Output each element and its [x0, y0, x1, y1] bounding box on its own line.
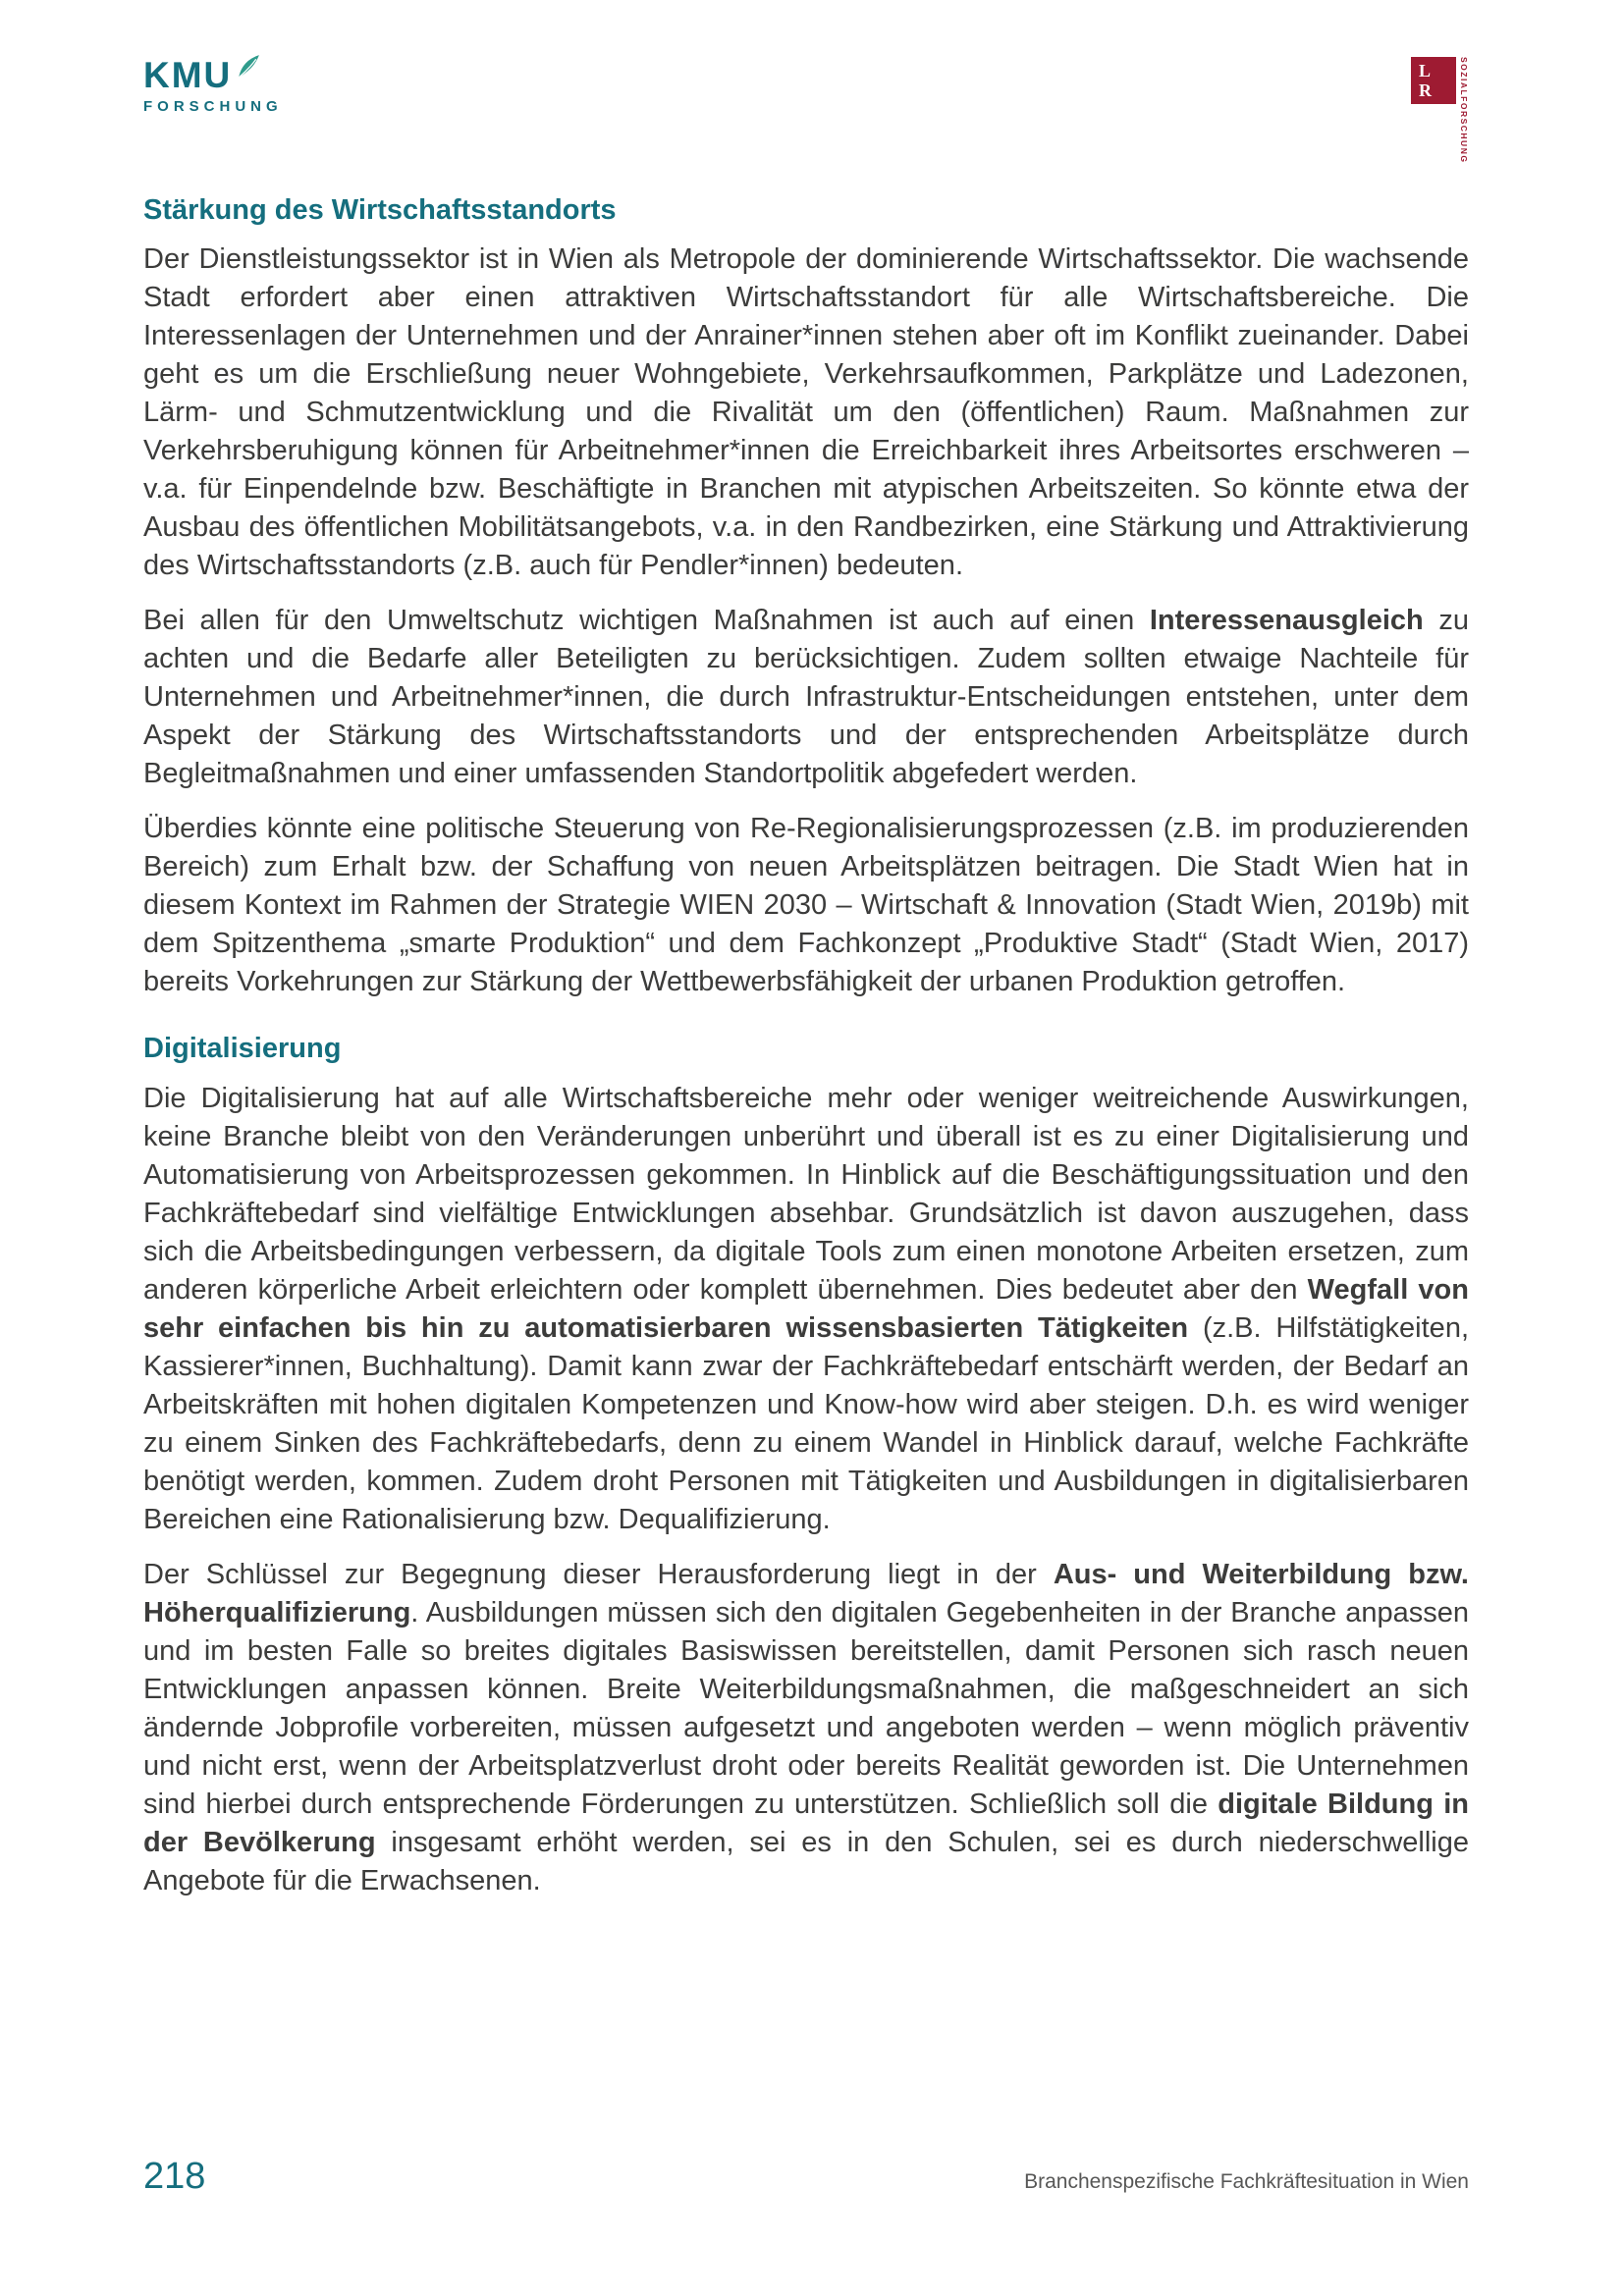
bold-text-run: digitale Bildung in der Bevölkerung: [143, 1788, 1469, 1858]
text-run: . Ausbildungen müssen sich den digitalen Gegebenheiten in der Branche anpassen und im besten Falle so breites digitales Basiswissen bereitstellen, damit Personen sich rasch neuen Entwicklungen anpassen können. Breite Weiterbildungsmaßnahmen, die maßgeschneidert an sich ändernde Jobprofile vorbereiten, müssen aufgesetzt und angeboten werden – wenn möglich präventiv und nicht erst, wenn der Arbeitsplatzverlust droht oder bereits Realität geworden ist. Die Unternehmen sind hierbei durch entsprechende Förderungen zu unterstützen. Schließlich soll die: [143, 1596, 1469, 1820]
paragraph: [143, 602, 1469, 793]
text-run: Der Schlüssel zur Begegnung dieser Herausforderung liegt in der: [143, 1558, 1054, 1590]
bold-text-run: Aus- und Weiterbildung bzw. Höherqualifizierung: [143, 1558, 1469, 1629]
document-content: [143, 192, 1469, 1917]
lr-sozialforschung-logo: [1411, 57, 1469, 164]
lr-letter-l: L: [1419, 60, 1432, 80]
page-footer: [143, 2156, 1469, 2198]
page-header: [143, 55, 1469, 164]
lr-vertical-text: SOZIALFORSCHUNG: [1459, 57, 1469, 164]
paragraph: [143, 1556, 1469, 1900]
paragraph: [143, 240, 1469, 585]
leaf-icon: [237, 53, 261, 84]
text-run: Der Dienstleistungssektor ist in Wien als Metropole der dominierende Wirtschaftssektor. Die wachsende Stadt erfordert aber einen attraktiven Wirtschaftsstandort für alle Wirtschaftsbereiche. Die Interessenlagen der Unternehmen und der Anrainer*innen stehen aber oft im Konflikt zueinander. Dabei geht es um die Erschließung neuer Wohngebiete, Verkehrsaufkommen, Parkplätze und Ladezonen, Lärm- und Schmutzentwicklung und die Rivalität um den (öffentlichen) Raum. Maßnahmen zur Verkehrsberuhigung können für Arbeitnehmer*innen die Erreichbarkeit ihres Arbeitsortes erschweren – v.a. für Einpendelnde bzw. Beschäftigte in Branchen mit atypischen Arbeitszeiten. So könnte etwa der Ausbau des öffentlichen Mobilitätsangebots, v.a. in den Randbezirken, eine Stärkung und Attraktivierung des Wirtschaftsstandorts (z.B. auch für Pendler*innen) bedeuten.: [143, 243, 1469, 582]
text-run: insgesamt erhöht werden, sei es in den Schulen, sei es durch niederschwellige Angebote für die Erwachsenen.: [143, 1826, 1469, 1896]
page-number: 218: [143, 2156, 206, 2197]
text-run: (z.B. Hilfstätigkeiten, Kassierer*innen, Buchhaltung). Damit kann zwar der Fachkräftebedarf entschärft werden, der Bedarf an Arbeitskräften mit hohen digitalen Kompetenzen und Know-how wird aber steigen. D.h. es wird weniger zu einem Sinken des Fachkräftebedarfs, denn zu einem Wandel in Hinblick darauf, welche Fachkräfte benötigt werden, kommen. Zudem droht Personen mit Tätigkeiten und Ausbildungen in digitalisierbaren Bereichen eine Rationalisierung bzw. Dequalifizierung.: [143, 1311, 1470, 1535]
bold-text-run: Wegfall von sehr einfachen bis hin zu automatisierbaren wissensbasierten Tätigkeiten: [143, 1273, 1469, 1344]
kmu-forschung-logo: [143, 57, 283, 115]
kmu-logo-text: KMU: [143, 55, 233, 95]
bold-text-run: Interessenausgleich: [1149, 605, 1424, 637]
text-run: Bei allen für den Umweltschutz wichtigen Maßnahmen ist auch auf einen: [143, 605, 1150, 637]
kmu-logo-row: [143, 57, 283, 93]
lr-letter-r: R: [1419, 80, 1432, 100]
section-heading: Stärkung des Wirtschaftsstandorts: [143, 194, 617, 226]
kmu-logo-subtitle: FORSCHUNG: [143, 98, 283, 115]
footer-text: Branchenspezifische Fachkräftesituation in Wien: [1024, 2170, 1469, 2193]
text-run: Überdies könnte eine politische Steuerung von Re-Regionalisierungsprozessen (z.B. im produzierenden Bereich) zum Erhalt bzw. der Schaffung von neuen Arbeitsplätzen beitragen. Die Stadt Wien hat in diesem Kontext im Rahmen der Strategie WIEN 2030 – Wirtschaft & Innovation (Stadt Wien, 2019b) mit dem Spitzenthema „smarte Produktion“ und dem Fachkonzept „Produktive Stadt“ (Stadt Wien, 2017) bereits Vorkehrungen zur Stärkung der Wettbewerbsfähigkeit der urbanen Produktion getroffen.: [143, 813, 1469, 998]
paragraph: [143, 810, 1469, 1001]
text-run: zu achten und die Bedarfe aller Beteiligten zu berücksichtigen. Zudem sollten etwaige Nachteile für Unternehmen und Arbeitnehmer*innen, die durch Infrastruktur-Entscheidungen entstehen, unter dem Aspekt der Stärkung des Wirtschaftsstandorts und der entsprechenden Arbeitsplätze durch Begleitmaßnahmen und einer umfassenden Standortpolitik abgefedert werden.: [143, 605, 1469, 790]
paragraph: [143, 1080, 1469, 1539]
section-heading: Digitalisierung: [143, 1033, 342, 1065]
lr-logo-square: [1411, 57, 1456, 104]
text-run: Die Digitalisierung hat auf alle Wirtschaftsbereiche mehr oder weniger weitreichende Auswirkungen, keine Branche bleibt von den Veränderungen unberührt und überall ist es zu einer Digitalisierung und Automatisierung von Arbeitsprozessen gekommen. In Hinblick auf die Beschäftigungssituation und den Fachkräftebedarf sind vielfältige Entwicklungen absehbar. Grundsätzlich ist davon auszugehen, dass sich die Arbeitsbedingungen verbessern, da digitale Tools zum einen monotone Arbeiten ersetzen, zum anderen körperliche Arbeit erleichtern oder komplett übernehmen. Dies bedeutet aber den: [143, 1082, 1469, 1306]
